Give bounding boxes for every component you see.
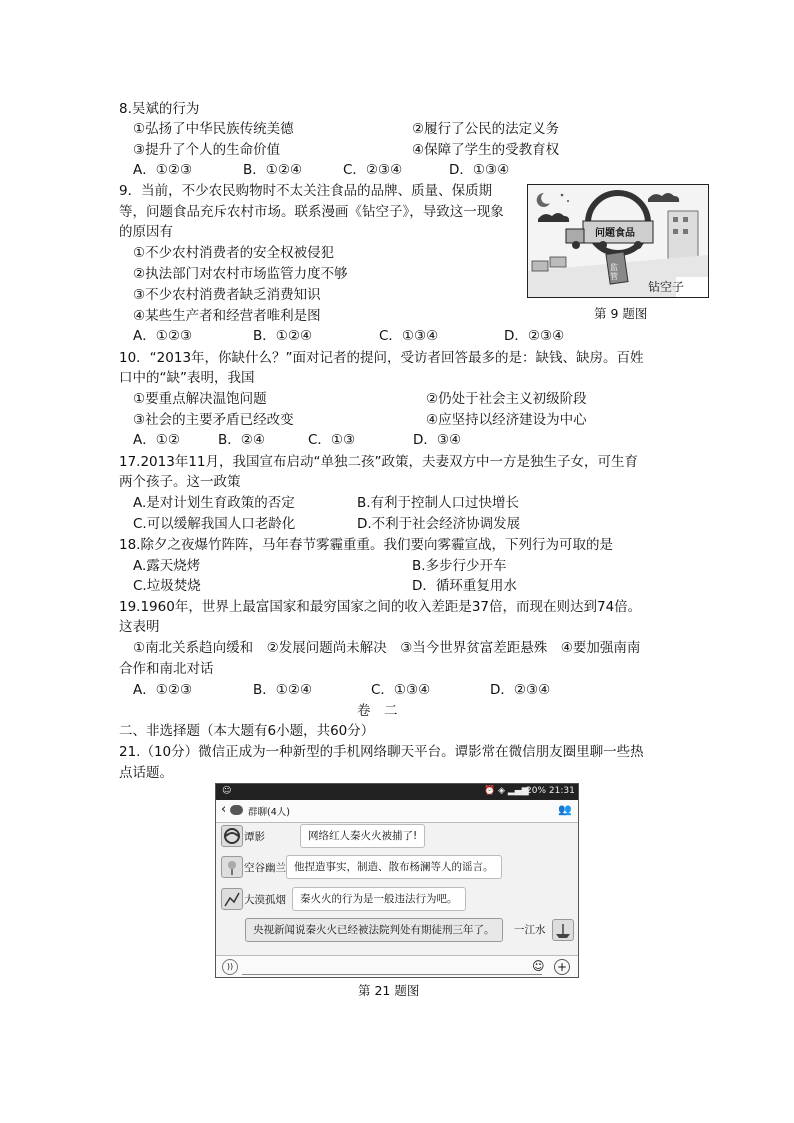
q10-option-2: ②仍处于社会主义初级阶段 bbox=[426, 391, 587, 407]
voice-icon[interactable]: )) bbox=[222, 959, 238, 975]
q19-choice-c: C．①③④ bbox=[371, 682, 431, 698]
avatar-boat-icon bbox=[553, 920, 573, 940]
q8-option-2: ②履行了公民的法定义务 bbox=[412, 121, 560, 137]
q8-choice-c: C．②③④ bbox=[343, 162, 403, 178]
q8-stem: 8.吴斌的行为 bbox=[119, 101, 200, 117]
q19-choice-d: D．②③④ bbox=[490, 682, 551, 698]
chat-bubble-3[interactable]: 秦火火的行为是一般违法行为吧。 bbox=[292, 887, 466, 911]
nick-3: 大漠孤烟 bbox=[244, 894, 286, 906]
q10-choice-d: D．③④ bbox=[413, 432, 462, 448]
cartoon-truck-label: 问题食品 bbox=[595, 228, 635, 239]
notification-icon: ☺ bbox=[222, 786, 232, 796]
message-input[interactable] bbox=[242, 974, 542, 975]
volume-label: 卷 二 bbox=[357, 703, 398, 719]
q19-stem-line2: 这表明 bbox=[119, 619, 160, 635]
avatar-konggu[interactable] bbox=[221, 856, 243, 878]
wechat-screenshot bbox=[215, 783, 579, 978]
q9-option-2: ②执法部门对农村市场监管力度不够 bbox=[133, 266, 348, 282]
cartoon-title: 钻空子 bbox=[648, 280, 685, 294]
q21-figure-caption: 第 21 题图 bbox=[358, 983, 420, 998]
q9-figure-caption: 第 9 题图 bbox=[594, 306, 648, 321]
nick-1: 谭影 bbox=[244, 831, 265, 843]
q9-cartoon bbox=[527, 184, 709, 298]
avatar-tanying[interactable] bbox=[221, 825, 243, 847]
q8-option-3: ③提升了个人的生命价值 bbox=[133, 142, 281, 158]
q17-choice-c: C.可以缓解我国人口老龄化 bbox=[133, 516, 296, 532]
q8-choice-b: B．①②④ bbox=[243, 162, 303, 178]
q10-choice-c: C．①③ bbox=[308, 432, 356, 448]
back-icon[interactable]: ‹ bbox=[221, 802, 227, 817]
q9-option-4: ④某些生产者和经营者唯利是图 bbox=[133, 308, 321, 324]
avatar-damo[interactable] bbox=[221, 888, 243, 910]
q10-option-3: ③社会的主要矛盾已经改变 bbox=[133, 412, 294, 428]
q19-options-line2: 合作和南北对话 bbox=[119, 661, 214, 677]
avatar-rider-icon bbox=[222, 889, 242, 909]
q18-choice-b: B.多步行少开车 bbox=[412, 558, 507, 574]
chat-bubble-1[interactable]: 网络红人秦火火被捕了! bbox=[300, 824, 425, 848]
q21-stem-line1: 21.（10分）微信正成为一种新型的手机网络聊天平台。谭影常在微信朋友圈里聊一些热 bbox=[119, 744, 644, 760]
battery-time: 20% 21:31 bbox=[526, 786, 575, 796]
q9-choice-d: D．②③④ bbox=[504, 328, 565, 344]
q18-choice-a: A.露天烧烤 bbox=[133, 558, 201, 574]
q19-choice-b: B．①②④ bbox=[253, 682, 313, 698]
chat-title-bar bbox=[216, 800, 578, 823]
q8-option-1: ①弘扬了中华民族传统美德 bbox=[133, 121, 294, 137]
q17-stem-line1: 17.2013年11月，我国宣布启动“单独二孩”政策，夫妻双方中一方是独生子女，可生育 bbox=[119, 454, 638, 470]
q8-option-4: ④保障了学生的受教育权 bbox=[412, 142, 560, 158]
q17-stem-line2: 两个孩子。这一政策 bbox=[119, 474, 241, 490]
emoji-icon[interactable]: ☺ bbox=[532, 959, 545, 973]
avatar-yijiangshui[interactable] bbox=[552, 919, 574, 941]
group-members-icon[interactable]: 👥 bbox=[558, 803, 572, 816]
q10-choice-b: B．②④ bbox=[218, 432, 265, 448]
chat-bubble-4[interactable]: 央视新闻说秦火火已经被法院判处有期徒刑三年了。 bbox=[245, 918, 503, 942]
plus-icon[interactable]: + bbox=[554, 959, 570, 975]
q9-stem: 9．当前，不少农民购物时不太关注食品的品牌、质量、保质期等，问题食品充斥农村市场。联系漫画《钻空子》，导致这一现象的原因有 bbox=[119, 183, 504, 240]
q9-option-1: ①不少农村消费者的安全权被侵犯 bbox=[133, 245, 335, 261]
q18-choice-c: C.垃圾焚烧 bbox=[133, 578, 201, 594]
q19-choice-a: A．①②③ bbox=[133, 682, 193, 698]
q18-stem: 18.除夕之夜爆竹阵阵，马年春节雾霾重重。我们要向雾霾宣战，下列行为可取的是 bbox=[119, 537, 613, 553]
chat-title: 群聊(4人) bbox=[248, 807, 290, 818]
q21-stem-line2: 点话题。 bbox=[119, 765, 173, 781]
q10-option-1: ①要重点解决温饱问题 bbox=[133, 391, 267, 407]
q9-option-3: ③不少农村消费者缺乏消费知识 bbox=[133, 287, 321, 303]
cartoon-lens-label: 监管 bbox=[610, 263, 618, 281]
q10-stem-line2: 口中的“缺”表明，我国 bbox=[119, 370, 255, 386]
wechat-logo-icon bbox=[230, 805, 243, 815]
avatar-flower-icon bbox=[222, 857, 242, 877]
q17-choice-a: A.是对计划生育政策的否定 bbox=[133, 495, 295, 511]
q9-choice-b: B．①②④ bbox=[253, 328, 313, 344]
avatar-swirl-icon bbox=[222, 826, 242, 846]
section-2-title: 二、非选择题（本大题有6小题，共60分） bbox=[119, 723, 375, 739]
nick-4: 一江水 bbox=[514, 924, 546, 936]
q18-choice-d: D．循环重复用水 bbox=[412, 578, 517, 594]
q19-options-line1: ①南北关系趋向缓和 ②发展问题尚未解决 ③当今世界贫富差距悬殊 ④要加强南南 bbox=[133, 640, 641, 656]
q10-stem-line1: 10．“2013年，你缺什么？”面对记者的提问，受访者回答最多的是：缺钱、缺房。百姓 bbox=[119, 350, 644, 366]
q10-option-4: ④应坚持以经济建设为中心 bbox=[426, 412, 587, 428]
q9-choice-a: A．①②③ bbox=[133, 328, 193, 344]
q8-choice-a: A．①②③ bbox=[133, 162, 193, 178]
q17-choice-b: B.有利于控制人口过快增长 bbox=[357, 495, 520, 511]
phone-status-bar bbox=[216, 784, 578, 800]
nick-2: 空谷幽兰 bbox=[244, 862, 286, 874]
q10-choice-a: A．①② bbox=[133, 432, 180, 448]
chat-input-bar bbox=[216, 955, 578, 978]
q17-choice-d: D.不利于社会经济协调发展 bbox=[357, 516, 521, 532]
q8-choice-d: D．①③④ bbox=[449, 162, 510, 178]
chat-bubble-2[interactable]: 他捏造事实，制造、散布杨澜等人的谣言。 bbox=[286, 855, 502, 879]
alarm-wifi-signal-icons: ⏰ ◈ ▂▄▆ bbox=[484, 786, 529, 796]
q19-stem-line1: 19.1960年，世界上最富国家和最穷国家之间的收入差距是37倍，而现在则达到74倍。 bbox=[119, 599, 642, 615]
q9-choice-c: C．①③④ bbox=[379, 328, 439, 344]
